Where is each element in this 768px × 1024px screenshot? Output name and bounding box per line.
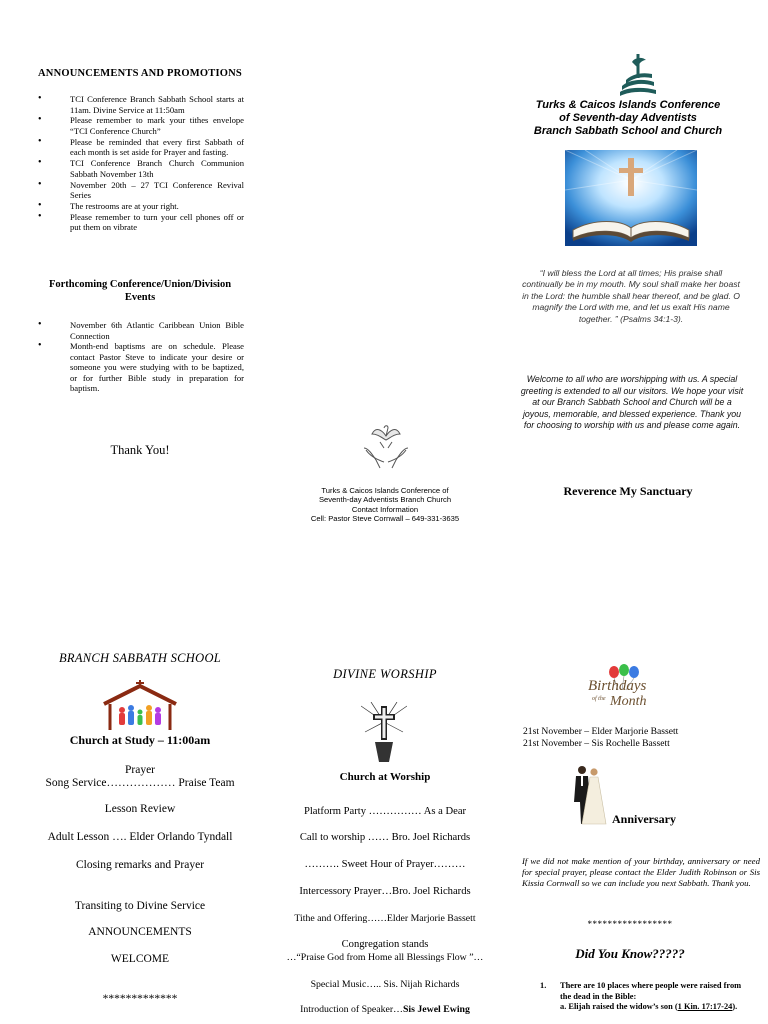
list-number: 1. bbox=[540, 981, 547, 990]
announcements-list bbox=[54, 94, 244, 233]
list-item bbox=[540, 981, 750, 1013]
list-item-subitem: a. Elijah raised the widow’s son ( bbox=[560, 1002, 678, 1011]
program-item: Song Service……………… Praise Team bbox=[45, 777, 235, 789]
program-item: Intercessory Prayer…Bro. Joel Richards bbox=[299, 886, 471, 897]
list-item: 21st November – Sis Rochelle Bassett bbox=[523, 738, 670, 749]
contact-line: Seventh-day Adventists Branch Church bbox=[318, 495, 452, 505]
birthdays-of-the-month-logo bbox=[578, 664, 678, 714]
program-item: Platform Party …………… As a Dear bbox=[303, 806, 467, 817]
birthdays-logo-text: of the bbox=[592, 696, 606, 702]
list-item: • The restrooms are at your right. bbox=[54, 201, 244, 212]
conference-title-line: Branch Sabbath School and Church bbox=[533, 125, 723, 137]
program-item: WELCOME bbox=[110, 953, 170, 965]
sabbath-school-title: BRANCH SABBATH SCHOOL bbox=[58, 651, 222, 665]
forthcoming-events-title: Forthcoming Conference/Union/Division Events bbox=[48, 279, 232, 303]
forthcoming-events-list bbox=[54, 320, 244, 394]
list-item: • Please remember to turn your cell phones off or put them on vibrate bbox=[54, 212, 244, 233]
contact-line: Turks & Caicos Islands Conference of bbox=[321, 486, 449, 495]
contact-phone: Cell: Pastor Steve Cornwall – 649-331-3635 bbox=[310, 514, 460, 524]
list-item-text: Please remember to mark your tithes envelope “TCI Conference Church” bbox=[70, 115, 244, 136]
birthdays-logo-text: Month bbox=[610, 694, 647, 709]
program-item: Adult Lesson …. Elder Orlando Tyndall bbox=[47, 831, 233, 843]
program-item: ………. Sweet Hour of Prayer……… bbox=[304, 859, 466, 870]
conference-title bbox=[510, 99, 746, 138]
did-you-know-list bbox=[540, 981, 750, 1013]
program-item: ANNOUNCEMENTS bbox=[88, 926, 192, 938]
birthdays-logo-text: Birthdays bbox=[588, 678, 647, 694]
list-item: • November 6th Atlantic Caribbean Union Bible Connection bbox=[54, 320, 244, 341]
reverence-heading: Reverence My Sanctuary bbox=[563, 484, 693, 498]
program-item: Congregation stands bbox=[341, 939, 429, 950]
list-item-subitem-end: ). bbox=[732, 1002, 738, 1011]
psalm-quote: “I will bless the Lord at all times; His praise shall continually be in my mouth. My soul shall make her boast in the Lord: the humble shall hear thereof, and be glad. O magnify the Lord with me, and let us exalt His name together. ” (Psalms 34:1-3). bbox=[522, 268, 740, 324]
program-item: Transiting to Divine Service bbox=[74, 900, 206, 912]
program-item-speaker: Sis Jewel Ewing bbox=[402, 1004, 470, 1015]
list-item: • TCI Conference Branch Sabbath School starts at 11am. Divine Service at 11:50am bbox=[54, 94, 244, 115]
announcements-title: ANNOUNCEMENTS AND PROMOTIONS bbox=[38, 68, 242, 79]
scripture-reference: 1 Kin. 17:17-24 bbox=[677, 1002, 733, 1011]
contact-information bbox=[290, 486, 480, 524]
birthday-contact-note: If we did not make mention of your birthday, anniversary or need for special prayer, please contact the Elder Judith Robinson or Sis Kissia Cornwall so we can include you next Sabbath. Thank you. bbox=[522, 856, 760, 888]
church-at-worship-heading: Church at Worship bbox=[339, 771, 431, 783]
did-you-know-heading: Did You Know????? bbox=[575, 946, 685, 961]
welcome-message: Welcome to all who are worshipping with us. A special greeting is extended to all our visitors. We hope your visit at our Branch Sabbath School and Church will be a joyous, memorable, and blessed experience. Thank you for choosing to worship with us and please come again. bbox=[520, 374, 744, 431]
cross-rays-icon bbox=[361, 702, 407, 764]
divider-stars: ***************** bbox=[587, 919, 673, 929]
conference-title-line: of Seventh-day Adventists bbox=[559, 112, 697, 124]
conference-title-line: Turks & Caicos Islands Conference bbox=[535, 99, 721, 111]
program-item: Prayer bbox=[124, 764, 155, 776]
list-item: • November 20th – 27 TCI Conference Revival Series bbox=[54, 180, 244, 201]
open-bible-cross-image bbox=[565, 150, 697, 246]
program-item: …“Praise God from Home all Blessings Flow ”… bbox=[286, 952, 484, 963]
church-family-icon bbox=[100, 680, 180, 732]
list-item bbox=[54, 115, 244, 136]
church-at-study-heading: Church at Study – 11:00am bbox=[69, 733, 211, 747]
contact-line: Contact Information bbox=[351, 504, 419, 514]
list-item-text: There are 10 places where people were raised from the dead in the Bible: bbox=[560, 981, 742, 1001]
divider-stars: ************* bbox=[102, 993, 178, 1005]
list-item: • Month-end baptisms are on schedule. Please contact Pastor Steve to indicate your desire or someone you were studying with to be baptized, or for further Bible study in preparation for baptism. bbox=[54, 341, 244, 394]
divine-worship-title: DIVINE WORSHIP bbox=[333, 667, 437, 681]
list-item: • TCI Conference Branch Church Communion Sabbath November 13th bbox=[54, 158, 244, 179]
anniversary-heading: Anniversary bbox=[612, 812, 676, 826]
program-item bbox=[270, 1003, 500, 1016]
program-item: Closing remarks and Prayer bbox=[75, 859, 205, 871]
list-item: 21st November – Elder Marjorie Bassett bbox=[523, 726, 679, 737]
list-item: • Please be reminded that every first Sabbath of each month is set aside for Prayer and fasting. bbox=[54, 137, 244, 158]
thank-you-text: Thank You! bbox=[110, 443, 170, 457]
adventist-logo-icon bbox=[612, 52, 662, 98]
program-item: Lesson Review bbox=[104, 803, 176, 815]
wedding-couple-icon bbox=[570, 762, 608, 826]
dove-hands-icon bbox=[358, 418, 414, 474]
program-item: Tithe and Offering……Elder Marjorie Bassett bbox=[294, 913, 476, 924]
program-item: Special Music….. Sis. Nijah Richards bbox=[310, 979, 460, 990]
program-item-label: Introduction of Speaker… bbox=[300, 1004, 403, 1015]
birthdays-list bbox=[523, 726, 743, 750]
program-item: Call to worship …… Bro. Joel Richards bbox=[299, 832, 471, 843]
